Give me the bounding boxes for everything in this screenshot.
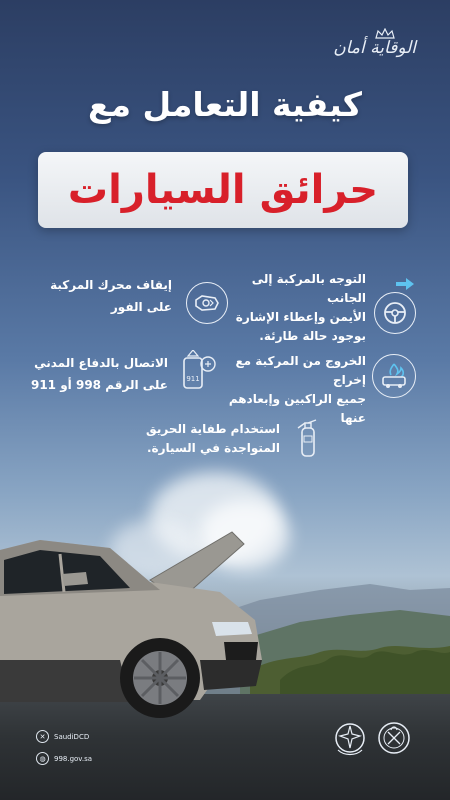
tip-item-exit-vehicle xyxy=(228,348,448,425)
footer-contacts xyxy=(36,730,92,774)
social-handle: SaudiDCD xyxy=(54,732,90,741)
tip-4-line-1: الاتصال بالدفاع المدني xyxy=(34,356,168,370)
page-title: كيفية التعامل مع xyxy=(88,85,362,124)
globe-icon: ◍ xyxy=(36,752,49,765)
tip-4-line-2: على الرقم 998 أو 911 xyxy=(30,378,168,392)
x-icon: ✕ xyxy=(36,730,49,743)
tip-1-line-1: التوجه بالمركبة إلى الجانب xyxy=(251,272,366,305)
tip-5-line-2: المتواجدة في السيارة. xyxy=(146,441,280,455)
tip-item-move-right xyxy=(228,270,448,343)
tip-text-1 xyxy=(228,270,366,346)
phone-emergency-icon xyxy=(178,350,218,394)
svg-text:911: 911 xyxy=(186,375,200,383)
tip-item-fire-extinguisher xyxy=(130,414,320,470)
arrow-right-icon xyxy=(396,278,414,290)
title-banner xyxy=(38,152,408,228)
ministry-interior-emblem-icon xyxy=(376,718,412,758)
tip-item-stop-engine xyxy=(0,270,228,340)
tip-3-line-1: الخروج من المركبة مع إخراج xyxy=(235,354,366,387)
website-link[interactable] xyxy=(36,752,92,765)
tip-1-line-2: الأيمن وإعطاء الإشارة xyxy=(235,310,366,324)
engine-icon xyxy=(186,282,228,324)
tip-text-5 xyxy=(146,420,280,458)
website-url: 998.gov.sa xyxy=(54,754,93,763)
brand-logo-text: الوقاية أمان xyxy=(333,38,416,58)
tip-1-line-3: بوجود حالة طارئة. xyxy=(259,329,366,343)
tip-text-2 xyxy=(50,274,172,318)
tip-5-line-1: استخدام طفاية الحريق xyxy=(146,422,280,436)
car-illustration xyxy=(0,510,280,720)
tip-2-line-1: إيقاف محرك المركبة xyxy=(50,278,172,292)
fire-extinguisher-icon xyxy=(294,416,320,460)
tip-item-call-civil-defense xyxy=(0,348,228,408)
civil-defense-emblem-icon xyxy=(332,718,368,758)
tip-text-4 xyxy=(31,352,168,396)
tip-3-line-2: جميع الراكبين وإبعادهم عنها xyxy=(228,392,366,425)
brand-logo xyxy=(333,28,416,72)
steering-wheel-icon xyxy=(374,292,416,334)
tip-2-line-2: على الفور xyxy=(110,300,172,314)
social-link[interactable] xyxy=(36,730,92,743)
page-subtitle: حرائق السيارات xyxy=(67,167,379,213)
car-fire-icon xyxy=(372,354,416,398)
